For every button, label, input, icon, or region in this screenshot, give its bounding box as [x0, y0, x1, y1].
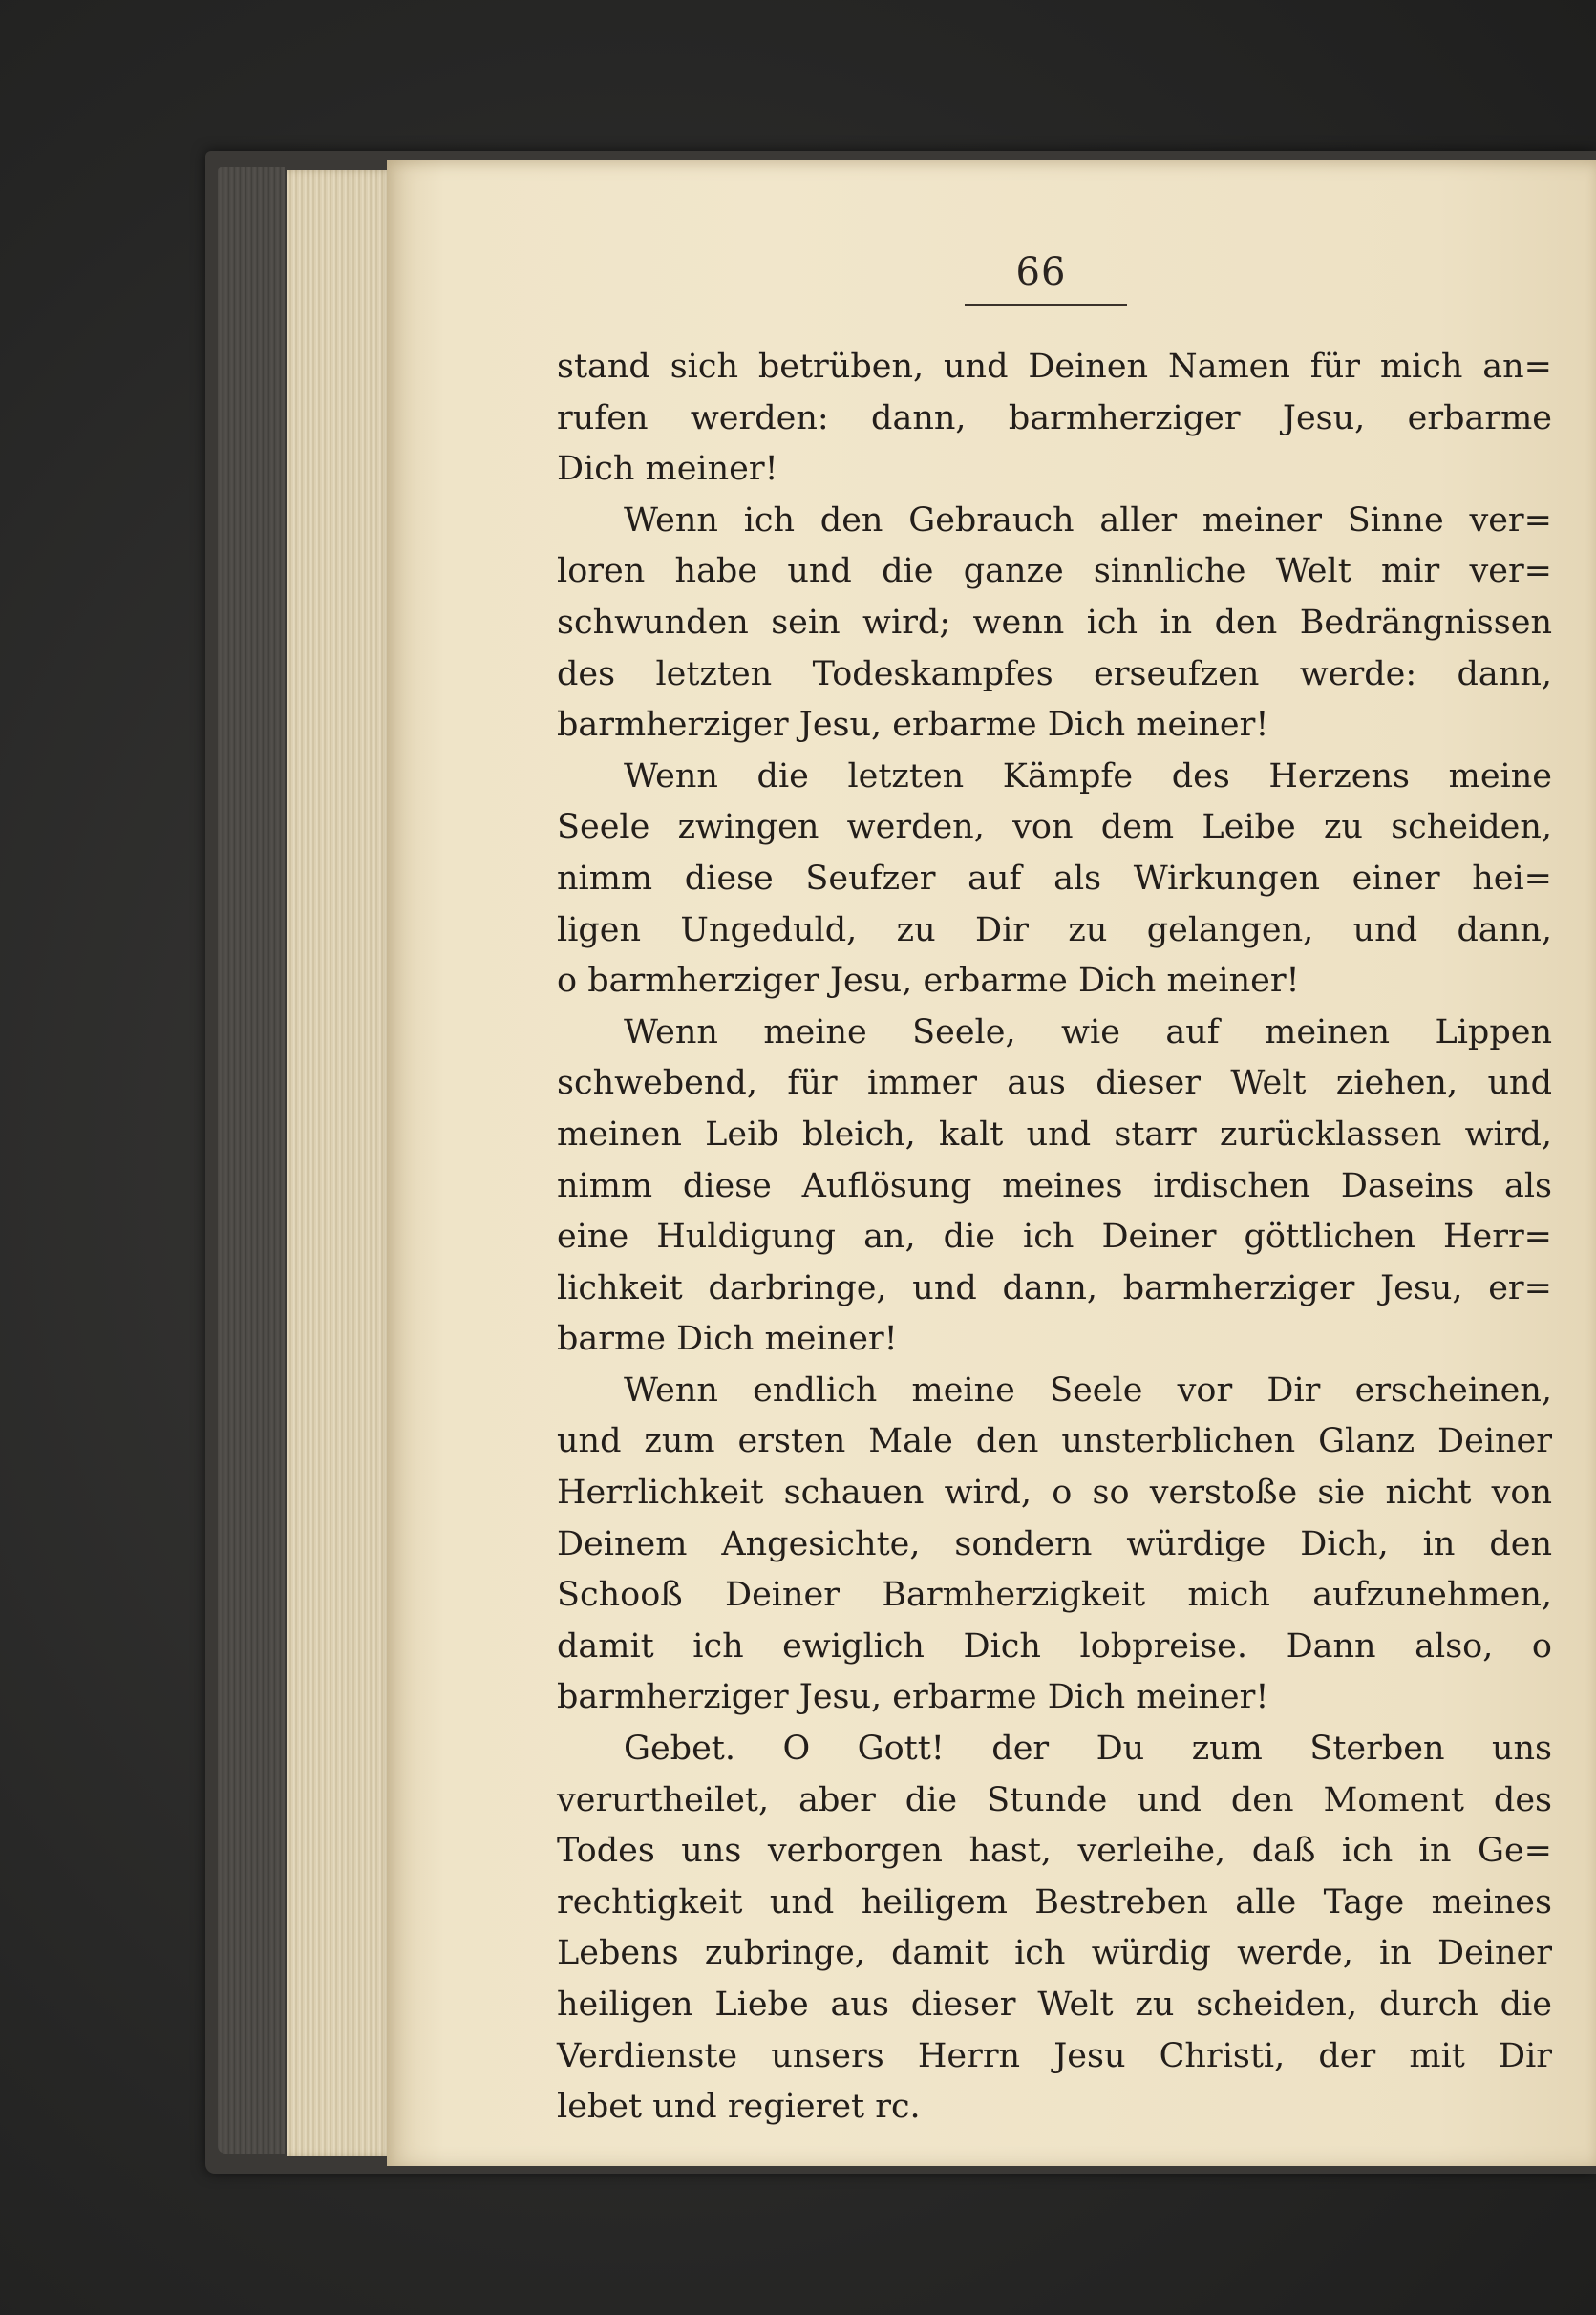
text-line: rufen werden: dann, barmherziger Jesu, erbarme: [557, 398, 1552, 437]
text-line: Herrlichkeit schauen wird, o so verstoße sie nicht von: [557, 1474, 1552, 1513]
text-line: verurtheilet, aber die Stunde und den Moment des: [557, 1780, 1552, 1819]
text-line: lebet und regieret rc.: [557, 2088, 921, 2127]
text-line: Wenn ich den Gebrauch aller meiner Sinne ver=: [624, 500, 1552, 540]
text-line: und zum ersten Male den unsterblichen Glanz Deiner: [557, 1422, 1552, 1461]
text-line: nimm diese Seufzer auf als Wirkungen einer hei=: [557, 859, 1552, 898]
text-line: Schooß Deiner Barmherzigkeit mich aufzunehmen,: [557, 1576, 1552, 1615]
text-line: nimm diese Auflösung meines irdischen Daseins als: [557, 1166, 1552, 1205]
text-line: Seele zwingen werden, von dem Leibe zu scheiden,: [557, 808, 1552, 847]
text-line: stand sich betrüben, und Deinen Namen für mich an=: [557, 348, 1552, 386]
page-edges: [287, 170, 392, 2156]
text-line: Dich meiner!: [557, 450, 778, 489]
text-line: schwebend, für immer aus dieser Welt ziehen, und: [557, 1064, 1552, 1103]
text-line: heiligen Liebe aus dieser Welt zu scheiden, durch die: [557, 1986, 1552, 2024]
text-line: Gebet. O Gott! der Du zum Sterben uns: [624, 1730, 1552, 1769]
text-line: lichkeit darbringe, und dann, barmherziger Jesu, er=: [557, 1268, 1552, 1307]
text-line: ligen Ungeduld, zu Dir zu gelangen, und dann,: [557, 910, 1552, 949]
text-line: Lebens zubringe, damit ich würdig werde, in Deiner: [557, 1934, 1552, 1973]
text-line: Wenn meine Seele, wie auf meinen Lippen: [624, 1012, 1552, 1051]
text-line: Verdienste unsers Herrn Jesu Christi, der mit Dir: [557, 2036, 1552, 2075]
text-line: o barmherziger Jesu, erbarme Dich meiner!: [557, 962, 1300, 1001]
text-line: loren habe und die ganze sinnliche Welt mir ver=: [557, 552, 1552, 591]
page-text: [557, 342, 1552, 2134]
page-number: 66: [1015, 250, 1067, 294]
text-line: Deinem Angesichte, sondern würdige Dich, in den: [557, 1524, 1552, 1563]
text-line: meinen Leib bleich, kalt und starr zurücklassen wird,: [557, 1115, 1552, 1154]
text-line: barmherziger Jesu, erbarme Dich meiner!: [557, 1678, 1269, 1717]
book-spine-edge: [218, 167, 285, 2154]
text-line: barmherziger Jesu, erbarme Dich meiner!: [557, 706, 1269, 745]
text-line: eine Huldigung an, die ich Deiner göttlichen Herr=: [557, 1218, 1552, 1257]
text-line: rechtigkeit und heiligem Bestreben alle Tage meines: [557, 1882, 1552, 1922]
text-line: des letzten Todeskampfes erseufzen werde: dann,: [557, 654, 1552, 693]
text-line: schwunden sein wird; wenn ich in den Bedrängnissen: [557, 603, 1552, 642]
text-line: Wenn die letzten Kämpfe des Herzens meine: [624, 756, 1552, 796]
text-line: barme Dich meiner!: [557, 1320, 898, 1359]
page-number-rule: [965, 304, 1127, 306]
text-line: Todes uns verborgen hast, verleihe, daß ich in Ge=: [557, 1832, 1552, 1871]
text-line: Wenn endlich meine Seele vor Dir erscheinen,: [624, 1370, 1552, 1410]
text-line: damit ich ewiglich Dich lobpreise. Dann also, o: [557, 1626, 1552, 1666]
